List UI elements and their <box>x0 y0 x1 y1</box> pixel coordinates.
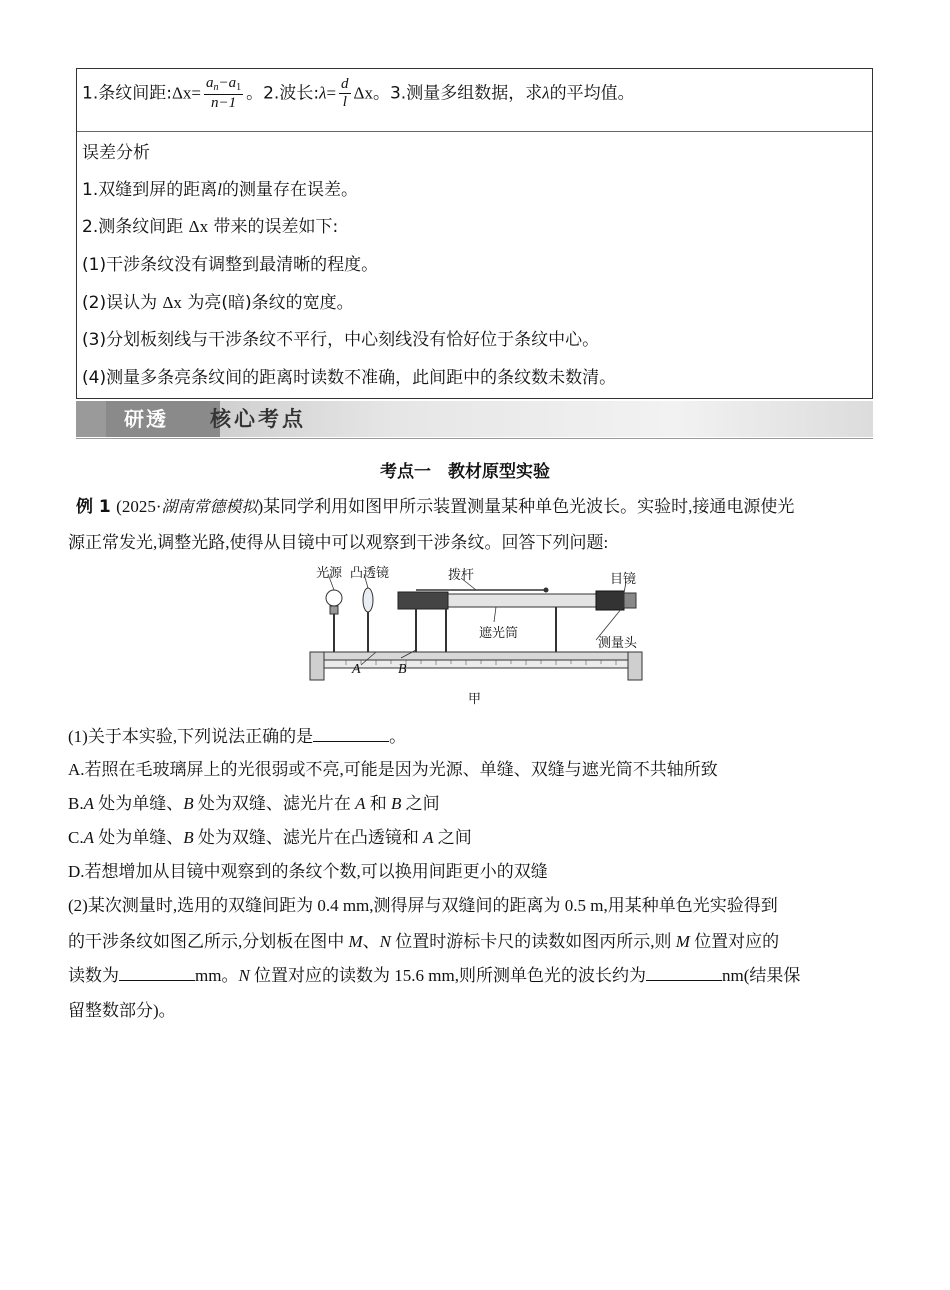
banner-tag: 研透 <box>106 401 220 437</box>
q2-l2-c: 位置时游标卡尺的读数如图丙所示,则 <box>391 932 676 951</box>
error-sub-1: (1)干涉条纹没有调整到最清晰的程度。 <box>82 255 379 275</box>
delta-x-2: Δx <box>353 83 373 103</box>
label-lever: 拨杆 <box>448 568 475 583</box>
q2-line-4: 留整数部分)。 <box>68 1001 176 1020</box>
q2-line-2 <box>68 927 779 952</box>
lambda-2: λ <box>542 83 550 103</box>
q1-c-B: B <box>183 828 194 847</box>
fraction-spacing <box>204 75 243 112</box>
formula-row <box>77 69 872 132</box>
error-title: 误差分析 <box>82 143 150 163</box>
frac-sub-n: n <box>213 82 219 93</box>
frac-sub-1: 1 <box>236 82 242 93</box>
q2-l2-a: 的干涉条纹如图乙所示,分划板在图中 <box>68 932 349 951</box>
label-lens: 凸透镜 <box>350 566 390 581</box>
error-1-a: 1.双缝到屏的距离 <box>82 180 218 200</box>
q1-b-2: 处为双缝、滤光片在 <box>193 794 356 813</box>
error-2-b: 带来的误差如下: <box>213 217 339 237</box>
error-sub-3: (3)分划板刻线与干涉条纹不平行，中心刻线没有恰好位于条纹中心。 <box>82 330 600 350</box>
error-sub-4: (4)测量多条亮条纹间的距离时读数不准确，此间距中的条纹数未数清。 <box>82 368 617 388</box>
label-head: 测量头 <box>598 636 638 651</box>
q1-b-A2: A <box>355 794 366 813</box>
error-sub-2 <box>82 288 354 313</box>
label-eyepiece: 目镜 <box>610 572 637 587</box>
frac-den: n−1 <box>210 94 237 111</box>
formula-3-label: 。3.测量多组数据，求 <box>372 83 543 104</box>
figure-caption: 甲 <box>468 692 482 707</box>
label-tube: 遮光筒 <box>479 626 519 641</box>
banner-stripe <box>76 401 106 437</box>
summary-box <box>76 68 873 399</box>
frac-minus-a1: −a <box>218 75 237 91</box>
q1-answer-blank[interactable] <box>313 727 389 742</box>
q2-l2-M: M <box>348 932 363 951</box>
formula-2-label: 。2.波长: <box>246 83 320 104</box>
q1-b-pre: B. <box>68 794 84 813</box>
label-light-source: 光源 <box>316 566 343 581</box>
delta-x: Δx <box>171 83 192 103</box>
q1-c-pre: C. <box>68 828 84 847</box>
q2-answer-blank-1[interactable] <box>119 966 195 981</box>
equals-sign: = <box>191 83 201 103</box>
example-line-2: 源正常发光,调整光路,使得从目镜中可以观察到干涉条纹。回答下列问题: <box>68 533 609 552</box>
section-banner <box>76 401 873 439</box>
q1-option-b <box>68 789 440 814</box>
error-1 <box>82 175 358 200</box>
q1-b-B: B <box>183 794 194 813</box>
q2-line-1: (2)某次测量时,选用的双缝间距为 0.4 mm,测得屏与双缝间的距离为 0.5 m,用某种单色光实验得到 <box>68 896 778 915</box>
apparatus-figure <box>306 560 651 714</box>
q1-c-A2: A <box>423 828 434 847</box>
error-sub-2-a: (2)误认为 <box>82 293 158 313</box>
q1-c-A: A <box>83 828 94 847</box>
section-title: 考点一 教材原型实验 <box>380 462 550 482</box>
q1-stem-text: (1)关于本实验,下列说法正确的是 <box>68 727 314 746</box>
label-a: A <box>352 662 361 677</box>
q1-c-3: 之间 <box>433 828 472 847</box>
fraction-wavelength <box>339 76 351 112</box>
error-2-dx: Δx <box>188 217 209 236</box>
q2-l2-d: 位置对应的 <box>689 932 780 951</box>
q2-l3-N: N <box>238 966 250 985</box>
q1-option-d: D.若想增加从目镜中观察到的条纹个数,可以换用间距更小的双缝 <box>68 862 548 881</box>
equals-sign-2: = <box>326 83 337 103</box>
q1-b-3: 和 <box>365 794 392 813</box>
q2-l3-c: 位置对应的读数为 15.6 mm,则所测单色光的波长约为 <box>249 966 646 985</box>
frac-l: l <box>342 93 347 110</box>
error-sub-2-b: 为亮(暗)条纹的宽度。 <box>187 293 354 313</box>
error-sub-2-dx: Δx <box>162 293 182 312</box>
example-line-1 <box>76 492 794 517</box>
example-src-b: 湖南常德模拟 <box>161 499 258 516</box>
formula-line <box>82 75 635 112</box>
frac-an: a <box>205 75 214 91</box>
example-label: 例 1 <box>76 497 111 517</box>
q1-b-4: 之间 <box>401 794 440 813</box>
q1-c-1: 处为单缝、 <box>93 828 184 847</box>
q1-stem <box>68 722 406 747</box>
q2-l2-M2: M <box>675 932 690 951</box>
q2-l2-N: N <box>379 932 392 951</box>
formula-3-tail: 的平均值。 <box>549 83 635 104</box>
q2-l3-a: 读数为 <box>68 966 119 985</box>
lambda: λ <box>319 83 327 103</box>
error-1-b: 的测量存在误差。 <box>221 180 358 200</box>
banner-title: 核心考点 <box>210 407 306 431</box>
example-src-a: (2025· <box>116 497 162 516</box>
q1-option-c <box>68 823 472 848</box>
error-2-a: 2.测条纹间距 <box>82 217 184 237</box>
q2-l2-b: 、 <box>362 932 380 951</box>
q1-option-a: A.若照在毛玻璃屏上的光很弱或不亮,可能是因为光源、单缝、双缝与遮光筒不共轴所致 <box>68 760 718 779</box>
frac-d: d <box>339 76 351 94</box>
error-2 <box>82 212 338 237</box>
q2-line-3 <box>68 961 800 986</box>
example-src-c: )某同学利用如图甲所示装置测量某种单色光波长。实验时,接通电源使光 <box>257 497 795 516</box>
q2-l3-b: mm。 <box>195 966 239 985</box>
q1-c-2: 处为双缝、滤光片在凸透镜和 <box>193 828 424 847</box>
q1-stem-end: 。 <box>389 727 407 746</box>
label-b: B <box>398 662 407 677</box>
q2-answer-blank-2[interactable] <box>646 966 722 981</box>
q2-l3-d: nm(结果保 <box>722 966 801 985</box>
q1-b-1: 处为单缝、 <box>93 794 184 813</box>
banner-underline <box>76 438 873 439</box>
q1-b-B2: B <box>391 794 402 813</box>
error-1-l: l <box>217 180 222 199</box>
q1-b-A: A <box>83 794 94 813</box>
formula-1-label: 1.条纹间距: <box>82 83 172 104</box>
